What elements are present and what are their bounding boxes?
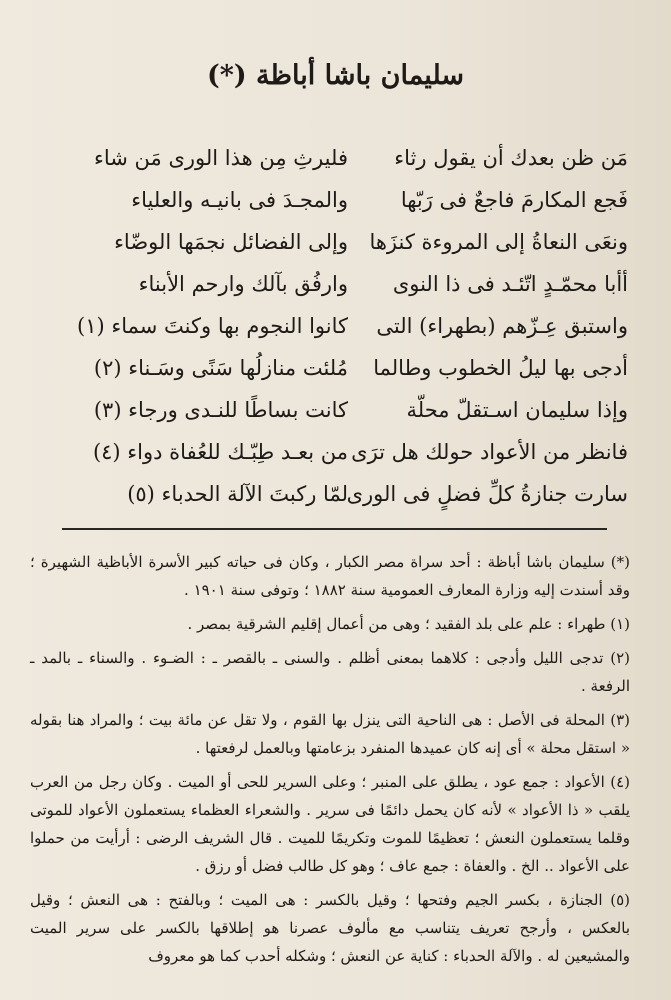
verse-first-hemistich: أأبا محمّـدٍ اتّئـد فى ذا النوى [392,272,628,296]
poem-title: سليمان باشا أباظة (*) [206,60,465,91]
verse [88,138,628,178]
footnote: (٢) تدجى الليل وأدجى : كلاهما بمعنى أظلم . والسنى ـ بالقصر ـ : الضـوء . والسناء ـ بالمد ـ الرفعة . [30,649,630,695]
footnote: (١) طهراء : علم على بلد الفقيد ؛ وهى من أعمال إقليم الشرقية بمصر . [187,615,630,633]
verse [88,348,628,388]
verse-second-hemistich: وارفُق بآلك وارحم الأبناء [138,272,348,296]
verse [88,222,628,262]
verse-first-hemistich: سارت جنازةُ كلِّ فضلٍ فى الورى [346,482,628,506]
footnote-divider [62,528,607,530]
verse-second-hemistich: فليرثِ مِن هذا الورى مَن شاء [94,146,348,170]
verse-second-hemistich: كانوا النجوم بها وكنتَ سماء (١) [77,314,348,338]
verse [88,474,628,514]
verse-first-hemistich: وإذا سليمان اسـتقلّ محلّة [406,398,628,422]
verse-first-hemistich: فانظر من الأعواد حولك هل ترَى [351,440,628,464]
verse-second-hemistich: مُلئت منازلُها سَنًى وسَـناء (٢) [93,356,348,380]
footnote: (٤) الأعواد : جمع عود ، يطلق على المنبر ؛ وعلى السرير للحى أو الميت . وكان رجل من العرب يلقب « ذا الأعواد » لأنه كان يحمل دائمًا فى سرير . والشعراء العظماء يستعملون الأعواد للموتى وقلما يستعملون النعش ؛ تعظيمًا للموت وتكريمًا للميت . قال الشريف الرضى : أرأيت من حملوا على الأعواد .. الخ . والعفاة : جمع عاف ؛ وهو كل طالب فضل أو رزق . [30,773,630,875]
verse [88,390,628,430]
verse-second-hemistich: لمّا ركبتَ الآلة الحدباء (٥) [127,482,348,506]
footnote: (*) سليمان باشا أباظة : أحد سراة مصر الكبار ، وكان فى حياته كبير الأسرة الأباظية الشهيرة ؛ وقد أسندت إليه وزارة المعارف العمومية سنة ١٨٨٢ ؛ وتوفى سنة ١٩٠١ . [30,553,630,599]
verse-second-hemistich: والمجـدَ فى بانيـه والعلياء [131,188,348,212]
footnote: (٣) المحلة فى الأصل : هى الناحية التى ينزل بها القوم ، ولا تقل عن مائة بيت ؛ والمراد هنا بقوله « استقل محلة » أى إنه كان عميدها المنفرد بزعامتها وبالعمل لرفعتها . [30,711,630,757]
verse [88,432,628,472]
verse-second-hemistich: من بعـد طِبّـك للعُفاة دواء (٤) [92,440,348,464]
verse [88,180,628,220]
footnote: (٥) الجنازة ، بكسر الجيم وفتحها ؛ وقيل بالكسر : هى الميت ؛ وبالفتح : هى النعش ؛ وقيل بالعكس ، وأرجح تعريف يتناسب مع مألوف عصرنا هو إطلاقها بالكسر على سرير الميت والمشيعين له . والآلة الحدباء : كناية عن النعش ؛ وشكله أحدب كما هو معروف [30,891,630,965]
verse [88,264,628,304]
verse-first-hemistich: ونعَى النعاةُ إلى المروءة كنزَها [369,230,628,254]
verse [77,306,628,346]
verse-second-hemistich: وإلى الفضائل نجمَها الوضّاء [114,230,348,254]
verse-second-hemistich: كانت بساطًا للنـدى ورجاء (٣) [93,398,348,422]
verse-first-hemistich: فَجع المكارمَ فاجعٌ فى رَبّها [400,188,628,212]
verse-first-hemistich: واستبق عِـزّهم (بطهراء) التى [376,314,628,338]
verse-first-hemistich: أدجى بها ليلُ الخطوب وطالما [373,356,628,380]
poem [77,138,628,516]
footnotes [30,548,630,976]
verse-first-hemistich: مَن ظن بعدك أن يقول رثاء [394,146,628,170]
